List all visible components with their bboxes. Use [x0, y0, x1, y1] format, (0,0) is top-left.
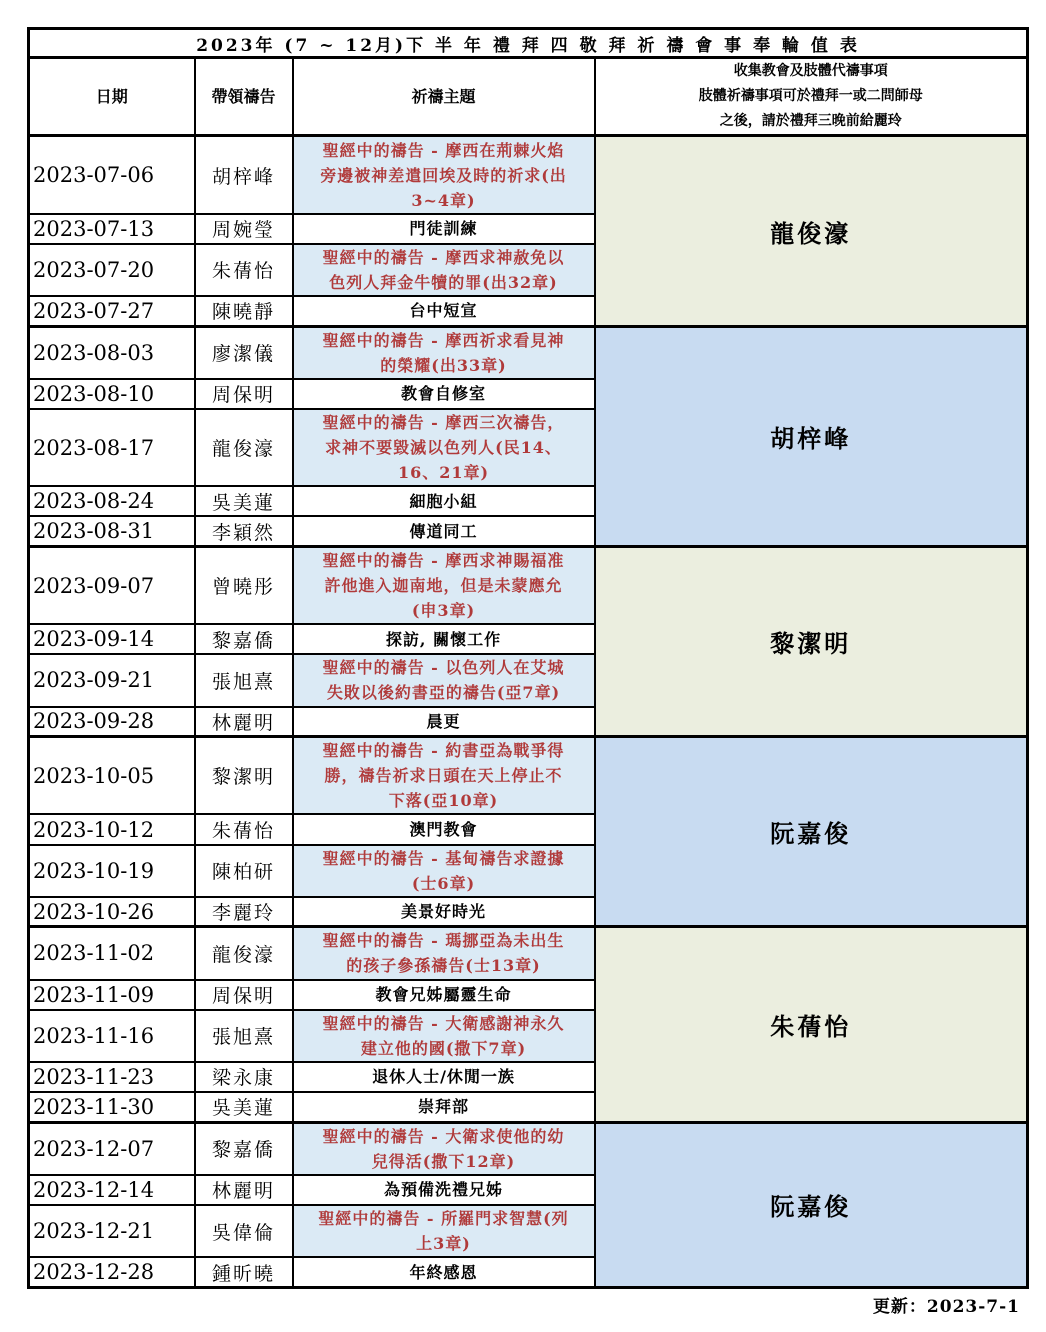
table-row	[29, 927, 1028, 980]
leader-cell: 吳美蓮	[195, 486, 293, 516]
topic-cell	[293, 737, 595, 815]
topic-line: 旁邊被神差遣回埃及時的祈求(出	[320, 165, 567, 185]
header-collector-line: 收集教會及肢體代禱事項	[733, 63, 888, 80]
leader-cell: 林麗明	[195, 1175, 293, 1205]
roster-title: 2023年 (7 ~ 12月)下 半 年 禮 拜 四 敬 拜 祈 禱 會 事 奉 輪 值 表	[29, 29, 1028, 58]
date-cell: 2023-08-03	[29, 326, 195, 379]
date-cell: 2023-10-12	[29, 814, 195, 844]
topic-line: 色列人拜金牛犢的罪(出32章)	[329, 272, 558, 292]
topic-cell	[293, 296, 595, 326]
leader-cell: 曾曉彤	[195, 546, 293, 624]
topic-cell	[293, 214, 595, 244]
table-row	[29, 737, 1028, 815]
leader-cell: 黎潔明	[195, 737, 293, 815]
topic-cell	[293, 624, 595, 654]
date-cell: 2023-09-21	[29, 654, 195, 706]
topic-line: 聖經中的禱告 - 摩西三次禱告，	[322, 413, 565, 433]
topic-line: 退休人士/休閒一族	[372, 1067, 515, 1087]
topic-cell	[293, 897, 595, 927]
table-row	[29, 1122, 1028, 1175]
topic-line: 台中短宣	[409, 301, 478, 321]
topic-cell	[293, 379, 595, 409]
date-cell: 2023-09-14	[29, 624, 195, 654]
topic-line: 上3章)	[416, 1234, 471, 1254]
leader-cell: 周保明	[195, 379, 293, 409]
topic-line: 美景好時光	[400, 902, 486, 922]
topic-line: 聖經中的禱告 - 摩西在荊棘火焰	[322, 140, 565, 160]
date-cell: 2023-08-10	[29, 379, 195, 409]
topic-line: 澳門教會	[409, 820, 478, 840]
collector-cell: 朱蒨怡	[595, 927, 1028, 1122]
topic-line: 聖經中的禱告 - 大衛求使他的幼	[322, 1126, 565, 1146]
topic-line: 失敗以後約書亞的禱告(亞7章)	[326, 683, 561, 703]
topic-line: 傳道同工	[409, 521, 478, 541]
leader-cell: 龍俊濠	[195, 409, 293, 486]
topic-line: 聖經中的禱告 - 以色列人在艾城	[322, 658, 565, 678]
leader-cell: 朱蒨怡	[195, 244, 293, 296]
topic-line: 下落(亞10章)	[388, 791, 499, 811]
topic-line: 教會兄姊屬靈生命	[375, 985, 512, 1005]
topic-cell	[293, 136, 595, 214]
topic-cell	[293, 1205, 595, 1257]
topic-line: 崇拜部	[417, 1097, 469, 1117]
topic-line: (士6章)	[411, 873, 476, 893]
leader-cell: 陳柏研	[195, 845, 293, 897]
leader-cell: 吳偉倫	[195, 1205, 293, 1257]
table-row	[29, 546, 1028, 624]
date-cell: 2023-10-05	[29, 737, 195, 815]
topic-line: 的榮耀(出33章)	[380, 355, 507, 375]
leader-cell: 廖潔儀	[195, 326, 293, 379]
header-leader: 帶領禱告	[195, 58, 293, 136]
leader-cell: 陳曉靜	[195, 296, 293, 326]
date-cell: 2023-09-07	[29, 546, 195, 624]
leader-cell: 張旭熹	[195, 654, 293, 706]
topic-cell	[293, 1010, 595, 1062]
topic-line: 聖經中的禱告 - 摩西求神赦免以	[322, 247, 565, 267]
topic-cell	[293, 1122, 595, 1175]
topic-line: 聖經中的禱告 - 基甸禱告求證據	[322, 848, 565, 868]
topic-line: 聖經中的禱告 - 摩西祈求看見神	[322, 330, 565, 350]
leader-cell: 黎嘉僑	[195, 624, 293, 654]
date-cell: 2023-08-24	[29, 486, 195, 516]
leader-cell: 吳美蓮	[195, 1092, 293, 1122]
collector-cell: 黎潔明	[595, 546, 1028, 736]
topic-line: 的孩子參孫禱告(士13章)	[346, 956, 541, 976]
leader-cell: 周婉瑩	[195, 214, 293, 244]
leader-cell: 李穎然	[195, 516, 293, 546]
date-cell: 2023-12-21	[29, 1205, 195, 1257]
topic-cell	[293, 1092, 595, 1122]
topic-cell	[293, 486, 595, 516]
header-collector	[595, 58, 1028, 136]
header-topic: 祈禱主題	[293, 58, 595, 136]
topic-line: 晨更	[426, 711, 461, 731]
date-cell: 2023-07-13	[29, 214, 195, 244]
date-cell: 2023-10-19	[29, 845, 195, 897]
topic-line: 聖經中的禱告 - 所羅門求智慧(列	[318, 1209, 569, 1229]
topic-line: 聖經中的禱告 - 摩西求神賜福准	[322, 551, 565, 571]
header-date: 日期	[29, 58, 195, 136]
leader-cell: 周保明	[195, 980, 293, 1010]
topic-cell	[293, 845, 595, 897]
topic-line: 年終感恩	[409, 1262, 478, 1282]
topic-cell	[293, 814, 595, 844]
topic-cell	[293, 654, 595, 706]
leader-cell: 梁永康	[195, 1062, 293, 1092]
date-cell: 2023-12-28	[29, 1257, 195, 1287]
collector-cell: 阮嘉俊	[595, 737, 1028, 927]
date-cell: 2023-09-28	[29, 707, 195, 737]
collector-cell: 阮嘉俊	[595, 1122, 1028, 1287]
topic-line: 教會自修室	[400, 384, 486, 404]
topic-line: 門徒訓練	[409, 219, 478, 239]
date-cell: 2023-12-07	[29, 1122, 195, 1175]
topic-cell	[293, 980, 595, 1010]
update-note: 更新：2023-7-1	[872, 1297, 1020, 1317]
leader-cell: 張旭熹	[195, 1010, 293, 1062]
leader-cell: 胡梓峰	[195, 136, 293, 214]
topic-cell	[293, 409, 595, 486]
date-cell: 2023-08-31	[29, 516, 195, 546]
leader-cell: 鍾昕曉	[195, 1257, 293, 1287]
leader-cell: 黎嘉僑	[195, 1122, 293, 1175]
leader-cell: 朱蒨怡	[195, 814, 293, 844]
topic-cell	[293, 1257, 595, 1287]
topic-line: 3~4章)	[411, 190, 476, 210]
topic-line: 16、21章)	[397, 463, 490, 483]
date-cell: 2023-12-14	[29, 1175, 195, 1205]
leader-cell: 龍俊濠	[195, 927, 293, 980]
header-collector-line: 肢體祈禱事項可於禮拜一或二問師母	[698, 88, 923, 105]
topic-cell	[293, 326, 595, 379]
leader-cell: 李麗玲	[195, 897, 293, 927]
header-collector-line: 之後，請於禮拜三晚前給麗玲	[719, 113, 902, 130]
topic-line: 聖經中的禱告 - 大衛感謝神永久	[322, 1013, 565, 1033]
date-cell: 2023-07-06	[29, 136, 195, 214]
topic-cell	[293, 707, 595, 737]
date-cell: 2023-11-30	[29, 1092, 195, 1122]
topic-line: 許他進入迦南地，但是未蒙應允	[324, 576, 563, 596]
date-cell: 2023-11-02	[29, 927, 195, 980]
date-cell: 2023-11-23	[29, 1062, 195, 1092]
date-cell: 2023-10-26	[29, 897, 195, 927]
topic-cell	[293, 1062, 595, 1092]
leader-cell: 林麗明	[195, 707, 293, 737]
date-cell: 2023-07-27	[29, 296, 195, 326]
topic-cell	[293, 516, 595, 546]
date-cell: 2023-11-16	[29, 1010, 195, 1062]
topic-line: 聖經中的禱告 - 瑪挪亞為未出生	[322, 931, 565, 951]
topic-cell	[293, 546, 595, 624]
date-cell: 2023-08-17	[29, 409, 195, 486]
duty-roster-table	[27, 27, 1029, 1289]
date-cell: 2023-11-09	[29, 980, 195, 1010]
topic-cell	[293, 927, 595, 980]
topic-line: 為預備洗禮兄姊	[383, 1180, 503, 1200]
date-cell: 2023-07-20	[29, 244, 195, 296]
table-row	[29, 326, 1028, 379]
topic-line: 聖經中的禱告 - 約書亞為戰爭得	[322, 741, 565, 761]
topic-line: 勝，禱告祈求日頭在天上停止不	[324, 766, 563, 786]
topic-line: 求神不要毀滅以色列人(民14、	[325, 438, 562, 458]
collector-cell: 龍俊濠	[595, 136, 1028, 326]
topic-line: 兒得活(撒下12章)	[371, 1151, 516, 1171]
topic-line: 細胞小組	[409, 491, 478, 511]
topic-line: (申3章)	[411, 601, 476, 621]
table-row	[29, 136, 1028, 214]
collector-cell: 胡梓峰	[595, 326, 1028, 546]
topic-line: 探訪, 關懷工作	[385, 629, 502, 649]
topic-cell	[293, 1175, 595, 1205]
topic-line: 建立他的國(撒下7章)	[360, 1038, 527, 1058]
topic-cell	[293, 244, 595, 296]
